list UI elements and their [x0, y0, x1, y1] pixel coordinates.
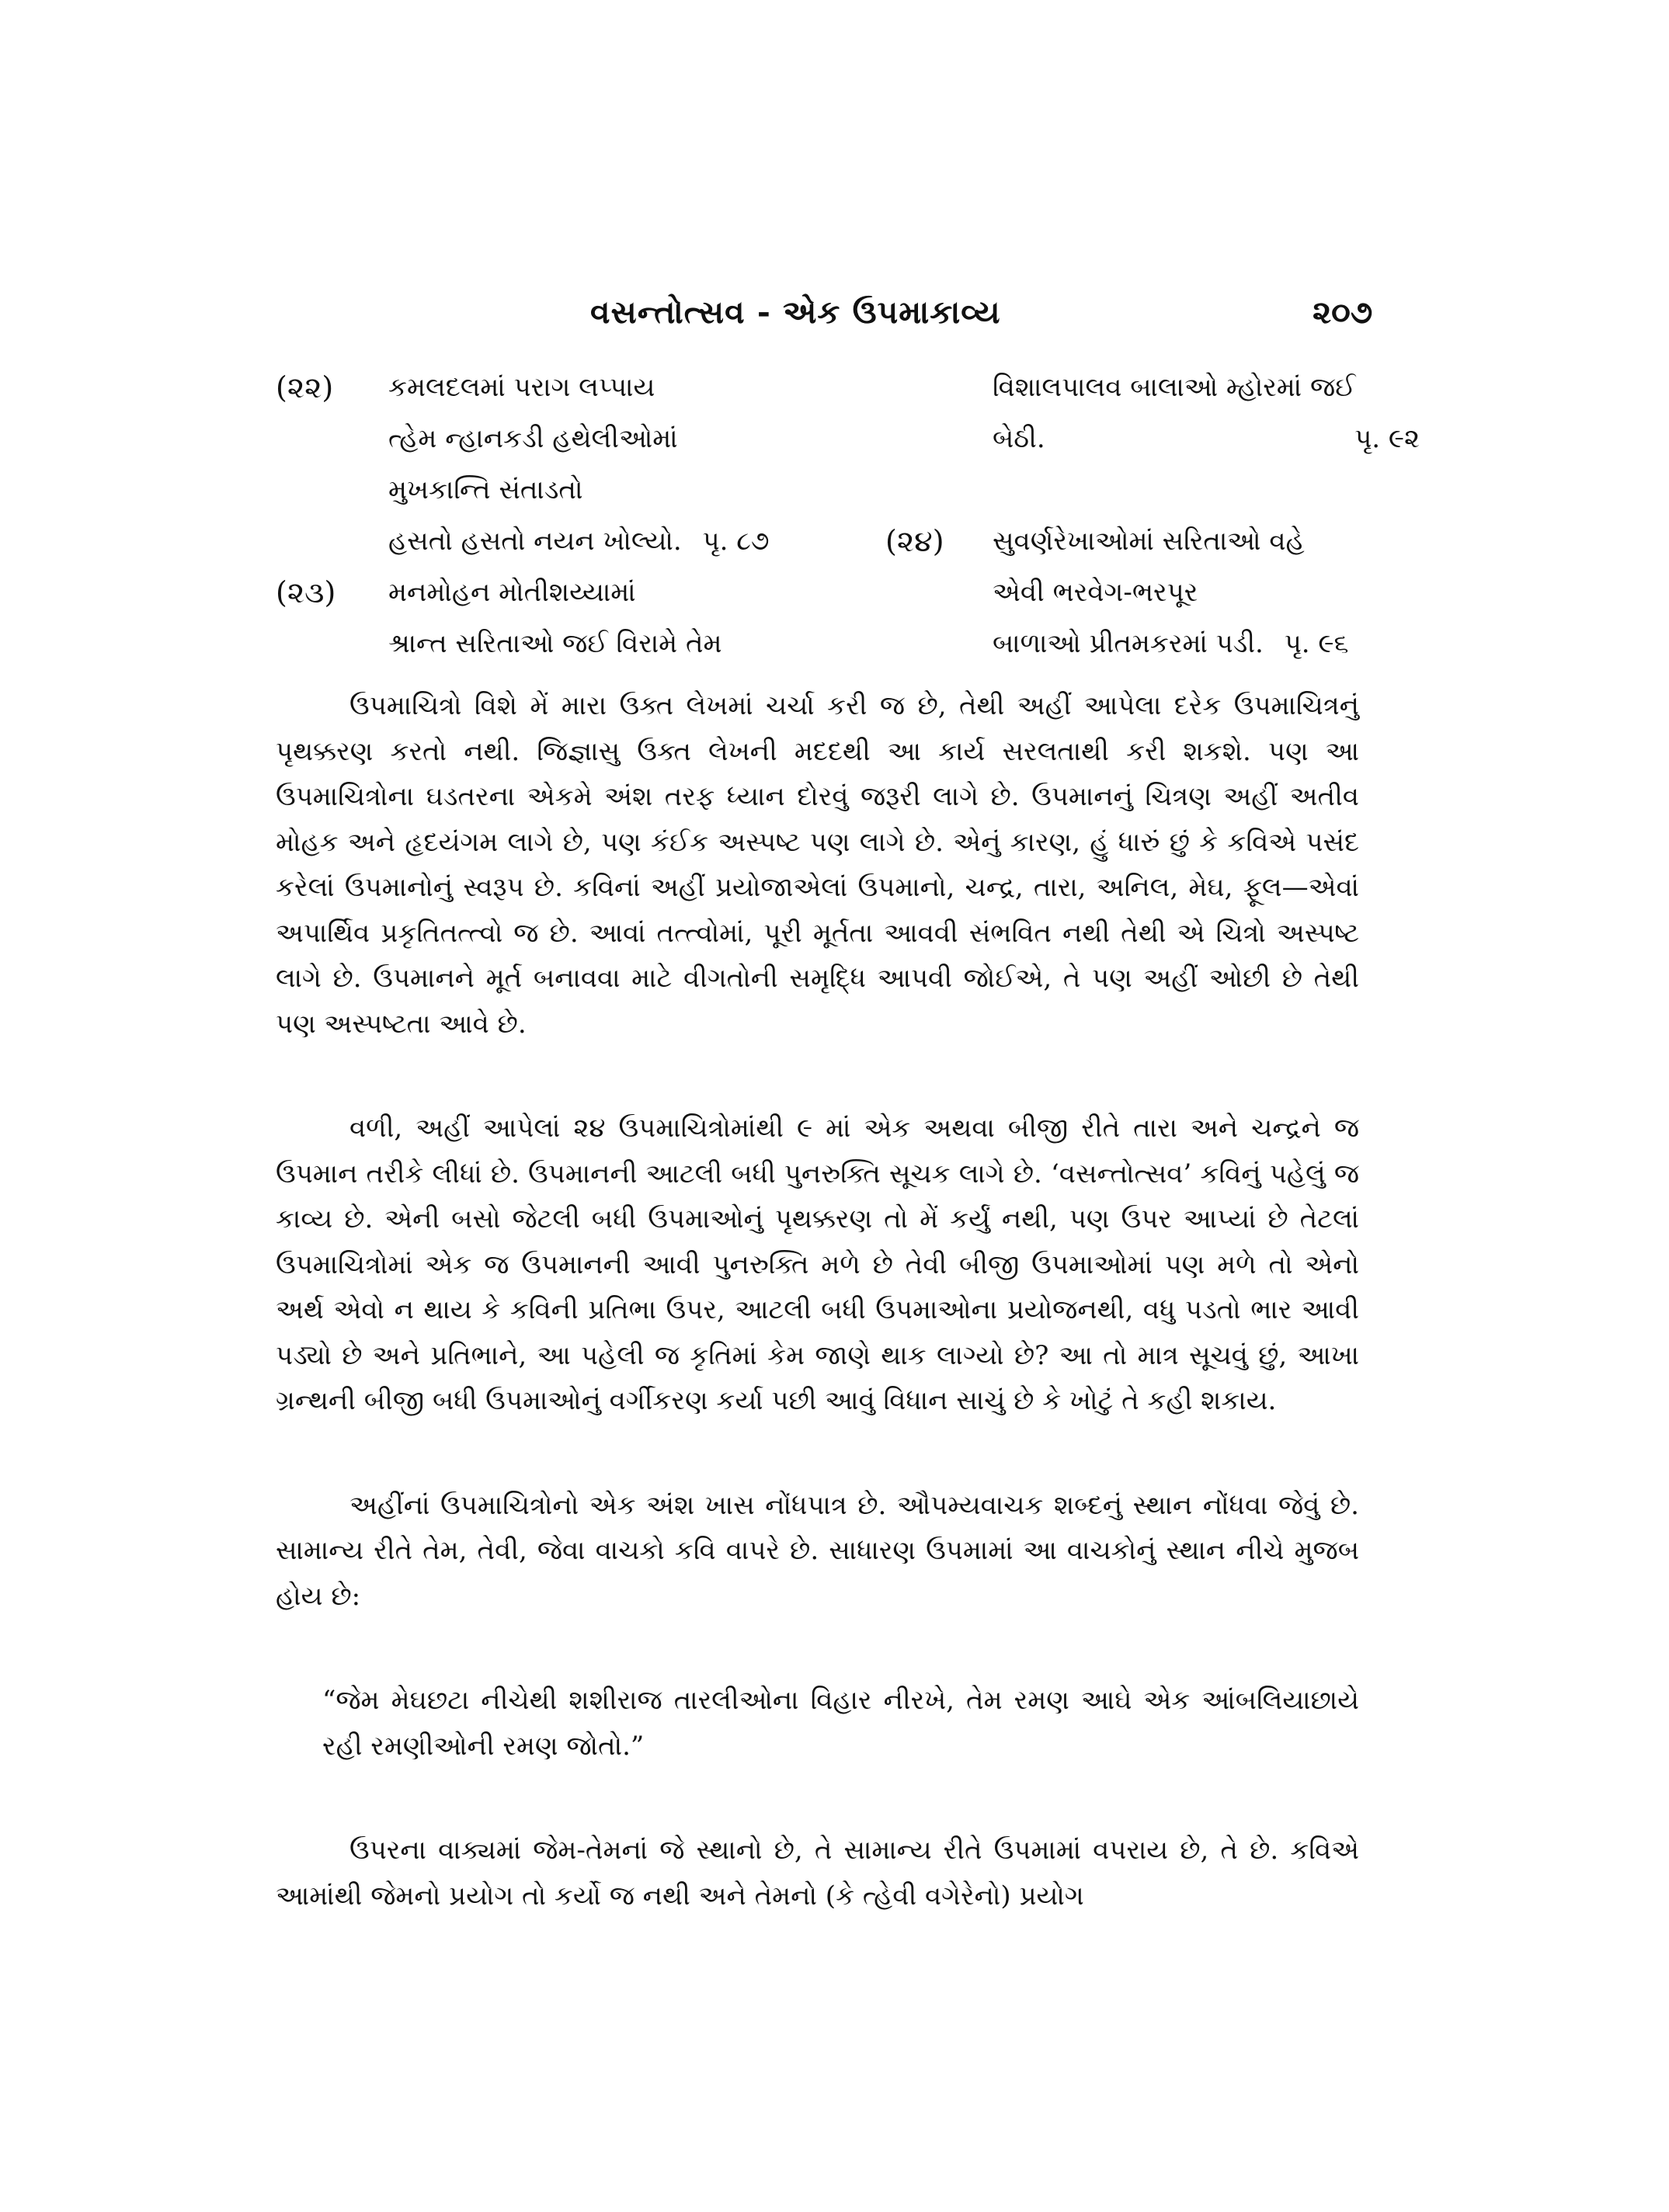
poem-line	[388, 516, 874, 567]
poem-entry-23	[276, 567, 874, 669]
running-header: વસન્તોત્સવ - એક ઉપમાકાવ્ય	[590, 293, 1001, 331]
poem-line: ત્હેમ ન્હાનકડી હથેલીઓમાં	[388, 423, 678, 454]
page-reference: પૃ. ૯૨	[1354, 423, 1420, 454]
poem-line: મનમોહન મોતીશય્યામાં	[388, 577, 636, 608]
poem-line-text: બેઠી.	[993, 423, 1045, 454]
poem-line	[993, 413, 1420, 464]
poem-line-text: બાળાઓ પ્રીતમકરમાં પડી.	[993, 628, 1264, 659]
poem-line: વિશાલપાલવ બાલાઓ મ્હોરમાં જઈ	[993, 372, 1356, 403]
poem-line: સુવર્ણરેખાઓમાં સરિતાઓ વહે	[993, 526, 1305, 557]
entry-number: (૨૩)	[276, 575, 336, 609]
poem-entry-24	[885, 516, 1413, 669]
page-number: ૨૦૭	[1313, 293, 1373, 331]
poem-entry-22	[276, 362, 874, 567]
paragraph: વળી, અહીં આપેલાં ૨૪ ઉપમાચિત્રોમાંથી ૯ માં એક અથવા બીજી રીતે તારા અને ચન્દ્રને જ ઉપમાન તરીકે લીધાં છે. ઉપમાનની આટલી બધી પુનરુક્તિ સૂચક લાગે છે. ‘વસન્તોત્સવ’ કવિનું પહેલું જ કાવ્ય છે. એની બસો જેટલી બધી ઉપમાઓનું પૃથક્કરણ તો મેં કર્યું નથી, પણ ઉપર આપ્યાં છે તેટલાં ઉપમાચિત્રોમાં એક જ ઉપમાનની આવી પુનરુક્તિ મળે છે તેવી બીજી ઉપમાઓમાં પણ મળે તો એનો અર્થ એવો ન થાય કે કવિની પ્રતિભા ઉપર, આટલી બધી ઉપમાઓના પ્રયોજનથી, વધુ પડતો ભાર આવી પડ્યો છે અને પ્રતિભાને, આ પહેલી જ કૃતિમાં કેમ જાણે થાક લાગ્યો છે? આ તો માત્ર સૂચવું છું, આખા ગ્રન્થની બીજી બધી ઉપમાઓનું વર્ગીકરણ કર્યા પછી આવું વિધાન સાચું છે કે ખોટું તે કહી શકાય.	[276, 1113, 1359, 1416]
poem-column-right	[885, 362, 1420, 669]
page-reference: પૃ. ૮૭	[702, 526, 770, 557]
block-quote: “જેમ મેઘછટા નીચેથી શશીરાજ તારલીઓના વિહાર નીરખે, તેમ રમણ આઘે એક આંબલિયાછાયે રહી રમણીઓની રમણ જોતો.”	[322, 1685, 1359, 1762]
poem-line: કમલદલમાં પરાગ લપ્પાય	[388, 372, 655, 403]
poem-column-left	[276, 362, 874, 669]
page-reference: પૃ. ૯૬	[1284, 628, 1349, 659]
body-text	[276, 683, 1359, 1978]
poem-line	[993, 618, 1413, 669]
paragraph: ઉપમાચિત્રો વિશે મેં મારા ઉક્ત લેખમાં ચર્ચા કરી જ છે, તેથી અહીં આપેલા દરેક ઉપમાચિત્રનું પૃથક્કરણ કરતો નથી. જિજ્ઞાસુ ઉક્ત લેખની મદદથી આ કાર્ય સરલતાથી કરી શકશે. પણ આ ઉપમાચિત્રોના ઘડતરના એકમે અંશ તરફ ધ્યાન દોરવું જરૂરી લાગે છે. ઉપમાનનું ચિત્રણ અહીં અતીવ મોહક અને હૃદયંગમ લાગે છે, પણ કંઈક અસ્પષ્ટ પણ લાગે છે. એનું કારણ, હું ધારું છું કે કવિએ પસંદ કરેલાં ઉપમાનોનું સ્વરૂપ છે. કવિનાં અહીં પ્રયોજાએલાં ઉપમાનો, ચન્દ્ર, તારા, અનિલ, મેઘ, ફૂલ—એવાં અપાર્થિવ પ્રકૃતિતત્ત્વો જ છે. આવાં તત્ત્વોમાં, પૂરી મૂર્તતા આવવી સંભવિત નથી તેથી એ ચિત્રો અસ્પષ્ટ લાગે છે. ઉપમાનને મૂર્ત બનાવવા માટે વીગતોની સમૃદ્ધિ આપવી જોઈએ, તે પણ અહીં ઓછી છે તેથી પણ અસ્પષ્ટતા આવે છે.	[276, 690, 1359, 1040]
paragraph: ઉપરના વાક્યમાં જેમ-તેમનાં જે સ્થાનો છે, તે સામાન્ય રીતે ઉપમામાં વપરાય છે, તે છે. કવિએ આમાંથી જેમનો પ્રયોગ તો કર્યો જ નથી અને તેમનો (કે ત્હેવી વગેરેનો) પ્રયોગ	[276, 1835, 1359, 1912]
poem-entry-23-continued	[993, 362, 1420, 464]
poem-line: એવી ભરવેગ-ભરપૂર	[993, 577, 1198, 608]
poem-line: મુખકાન્તિ સંતાડતો	[388, 474, 583, 505]
entry-number: (૨૪)	[885, 524, 944, 558]
poem-line-text: હસતો હસતો નયન ખોલ્યો.	[388, 526, 682, 557]
poem-line: શ્રાન્ત સરિતાઓ જઈ વિરામે તેમ	[388, 628, 722, 659]
entry-number: (૨૨)	[276, 370, 334, 405]
paragraph: અહીંનાં ઉપમાચિત્રોનો એક અંશ ખાસ નોંધપાત્ર છે. ઔપમ્યવાચક શબ્દનું સ્થાન નોંધવા જેવું છે. સામાન્ય રીતે તેમ, તેવી, જેવા વાચકો કવિ વાપરે છે. સાધારણ ઉપમામાં આ વાચકોનું સ્થાન નીચે મુજબ હોય છે:	[276, 1489, 1359, 1612]
